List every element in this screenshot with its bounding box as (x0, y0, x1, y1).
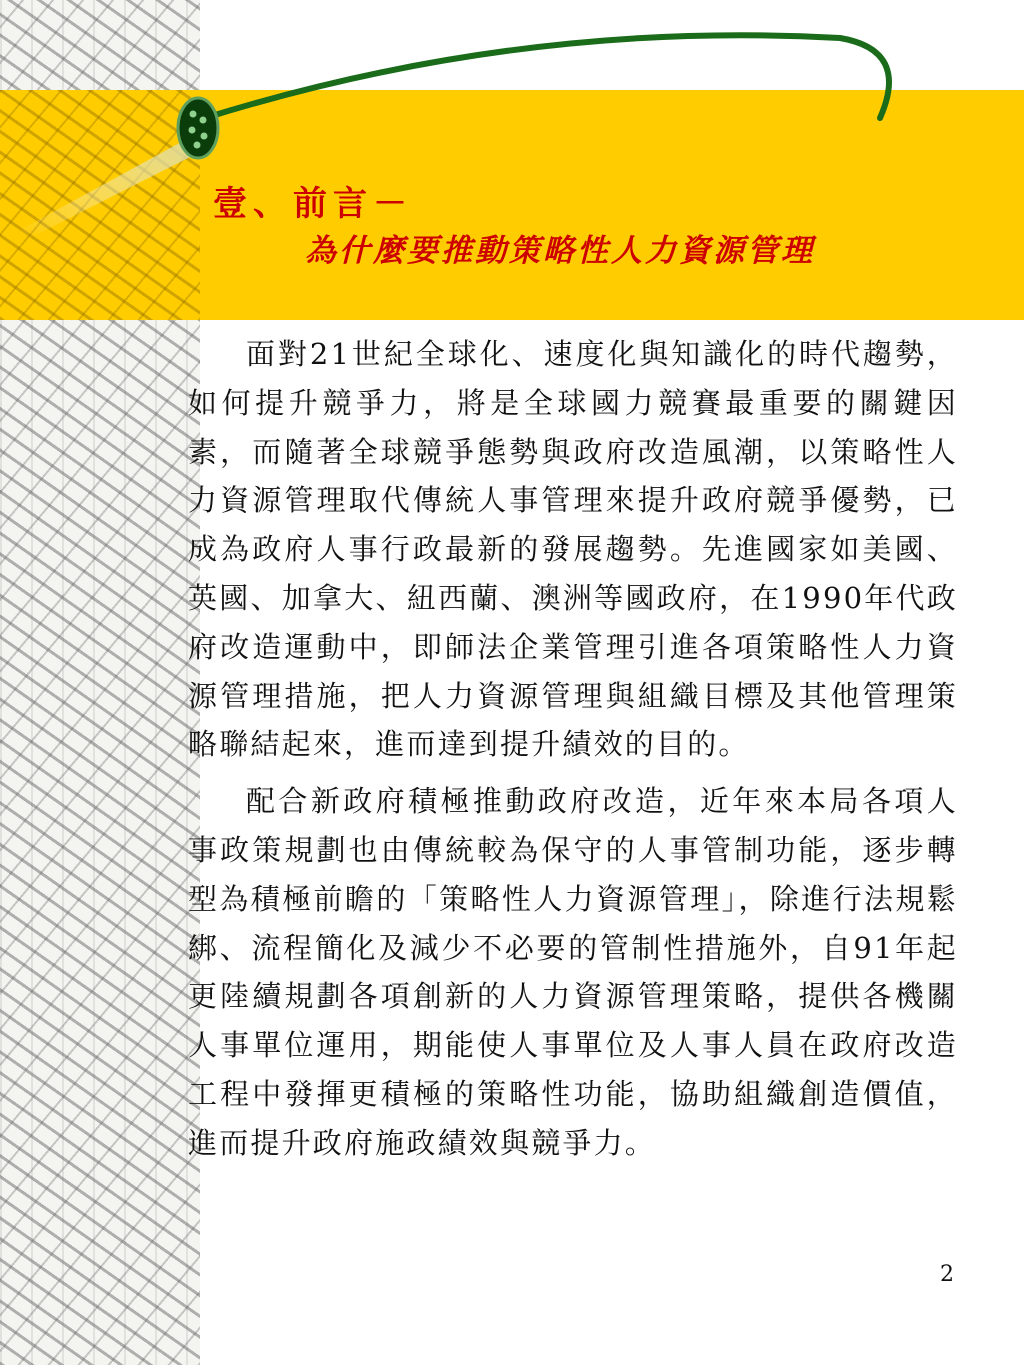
page-number: 2 (940, 1262, 954, 1287)
arc-ornament (0, 0, 1024, 330)
slide-title: 壹、前言－ (213, 184, 413, 224)
paragraph-2: 配合新政府積極推動政府改造，近年來本局各項人事政策規劃也由傳統較為保守的人事管制功能，逐步轉型為積極前瞻的「策略性人力資源管理」，除進行法規鬆綁、流程簡化及減少不必要的管制性措施外，自91年起更陸續規劃各項創新的人力資源管理策略，提供各機關人事單位運用，期能使人事單位及人事人員在政府改造工程中發揮更積極的策略性功能，協助組織創造價值，進而提升政府施政績效與競爭力。 (188, 784, 958, 1160)
green-arc (205, 35, 889, 118)
body-text (188, 330, 958, 1176)
light-tail (20, 140, 200, 238)
green-capsule-icon (178, 98, 218, 158)
slide-subtitle: 為什麼要推動策略性人力資源管理 (305, 233, 815, 269)
paragraph-1: 面對21世紀全球化、速度化與知識化的時代趨勢，如何提升競爭力，將是全球國力競賽最重要的關鍵因素，而隨著全球競爭態勢與政府改造風潮，以策略性人力資源管理取代傳統人事管理來提升政府競爭優勢，已成為政府人事行政最新的發展趨勢。先進國家如美國、英國、加拿大、紐西蘭、澳洲等國政府，在1990年代政府改造運動中，即師法企業管理引進各項策略性人力資源管理措施，把人力資源管理與組織目標及其他管理策略聯結起來，進而達到提升績效的目的。 (188, 337, 958, 762)
